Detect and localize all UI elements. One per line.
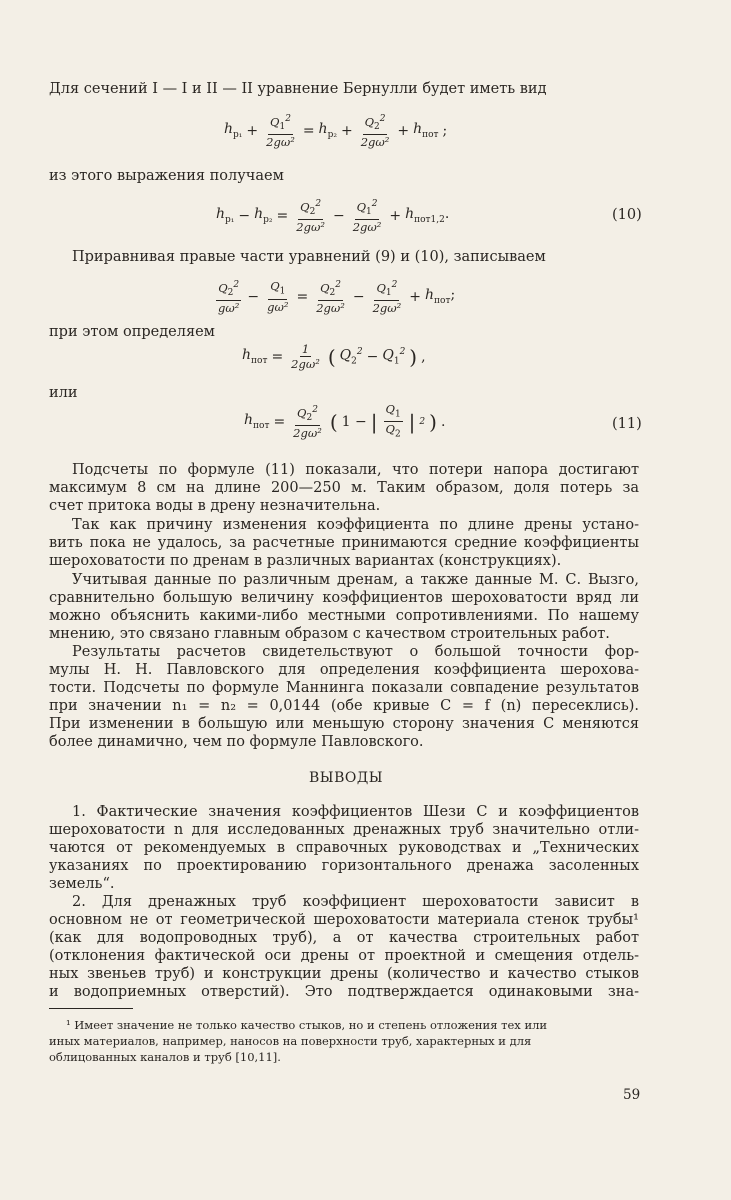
paragraph-line: При изменении в большую или меньшую сторону значения C меняются	[49, 716, 639, 732]
equation-number-10: (10)	[612, 207, 642, 223]
paragraph-line: при значении n₁ = n₂ = 0,0144 (обе кривые C = f (n) пересеклись).	[49, 698, 639, 714]
paragraph-line: вить пока не удалось, за расчетные принимаются средние коэффициенты	[49, 535, 639, 551]
paragraph-line: мулы Н. Н. Павловского для определения коэффициента шерохова-	[49, 662, 639, 678]
paragraph-line: максимум 8 см на длине 200—250 м. Таким образом, доля потерь за	[49, 480, 639, 496]
equated-equation: $\frac{Q_2^2}{\text{gω²}}$ − $\frac{Q_1}{\text{gω²}}$ = $\frac{Q_2^2}{\text{2gω²}}$ − $\frac{Q_1^2}{\text{2gω²}}$ + $h_{пот}$;	[218, 279, 456, 316]
derivation-line: из этого выражения получаем	[49, 168, 284, 184]
conclusion-line: земель“.	[49, 876, 115, 892]
head-loss-equation: $h_{пот}$ = $\frac{1}{\text{2gω²}}$ ( $Q_2^2$ − $Q_1^2$ ) ,	[242, 342, 426, 371]
paragraph-line: тости. Подсчеты по формуле Маннинга показали совпадение результатов	[49, 680, 639, 696]
conclusion-line: 2. Для дренажных труб коэффициент шероховатости зависит в	[72, 894, 639, 910]
paragraph-line: счет притока воды в дрену незначительна.	[49, 498, 381, 514]
paragraph-line: Так как причину изменения коэффициента по длине дрены устано-	[72, 517, 639, 533]
paragraph-line: Учитывая данные по различным дренам, а также данные М. С. Вызго,	[72, 572, 639, 588]
section-heading: ВЫВОДЫ	[309, 770, 383, 786]
conclusion-line: (отклонения фактической оси дрены от проектной и смещения отдель-	[49, 948, 639, 964]
equation-11: $h_{пот}$ = $\frac{Q_2^2}{\text{2gω²}}$ ( 1 − | $\frac{Q_1}{Q_2}$ | 2 ) .	[244, 402, 446, 441]
intro-line: Для сечений I — I и II — II уравнение Бернулли будет иметь вид	[49, 81, 547, 97]
paragraph-line: сравнительно большую величину коэффициентов шероховатости вряд ли	[49, 590, 639, 606]
or-line: или	[49, 385, 78, 401]
paragraph-line: шероховатости по дренам в различных вариантах (конструкциях).	[49, 553, 562, 569]
footnote-line: иных материалов, например, наносов на поверхности труб, характерных и для	[49, 1034, 532, 1048]
paragraph-line: можно объяснить какими-либо местными сопротивлениями. По нашему	[49, 608, 639, 624]
paragraph-line: Результаты расчетов свидетельствуют о большой точности фор-	[72, 644, 639, 660]
footnote-line: ¹ Имеет значение не только качество стыков, но и степень отложения тех или	[66, 1018, 548, 1032]
conclusion-line: ных звеньев труб) и конструкции дрены (количество и качество стыков	[49, 966, 639, 982]
footnote-rule	[49, 1008, 133, 1009]
conclusion-line: и водоприемных отверстий). Это подтверждается одинаковыми зна-	[49, 984, 639, 1000]
conclusion-line: указаниях по проектированию горизонтального дренажа засоленных	[49, 858, 639, 874]
conclusion-line: шероховатости n для исследованных дренажных труб значительно отли-	[49, 822, 639, 838]
conclusion-line: основном не от геометрической шероховатости материала стенок трубы¹	[49, 912, 639, 928]
paragraph-line: мнению, это связано главным образом с качеством строительных работ.	[49, 626, 610, 642]
page-number: 59	[623, 1087, 641, 1103]
conclusion-line: (как для водопроводных труб), а от качества строительных работ	[49, 930, 639, 946]
bernoulli-equation: $h_{p_1}$ + $\frac{Q_1^2}{\text{2gω²}}$ = $h_{p_2}$ + $\frac{Q_2^2}{\text{2gω²}}$ + $h_{пот}$ ;	[224, 114, 448, 150]
equate-line: Приравнивая правые части уравнений (9) и (10), записываем	[72, 249, 546, 265]
conclusion-line: 1. Фактические значения коэффициентов Шези C и коэффициентов	[72, 804, 639, 820]
equation-number-11: (11)	[612, 416, 642, 432]
determine-line: при этом определяем	[49, 324, 215, 340]
footnote-line: облицованных каналов и труб [10,11].	[49, 1050, 281, 1064]
paragraph-line: Подсчеты по формуле (11) показали, что потери напора достигают	[72, 462, 639, 478]
conclusion-line: чаются от рекомендуемых в справочных руководствах и „Технических	[49, 840, 639, 856]
equation-10: $h_{p_1}$ − $h_{p_2}$ = $\frac{Q_2^2}{\text{2gω²}}$ − $\frac{Q_1^2}{\text{2gω²}}$ + $h_{пот1,2}$.	[216, 199, 450, 235]
paragraph-line: более динамично, чем по формуле Павловского.	[49, 734, 424, 750]
